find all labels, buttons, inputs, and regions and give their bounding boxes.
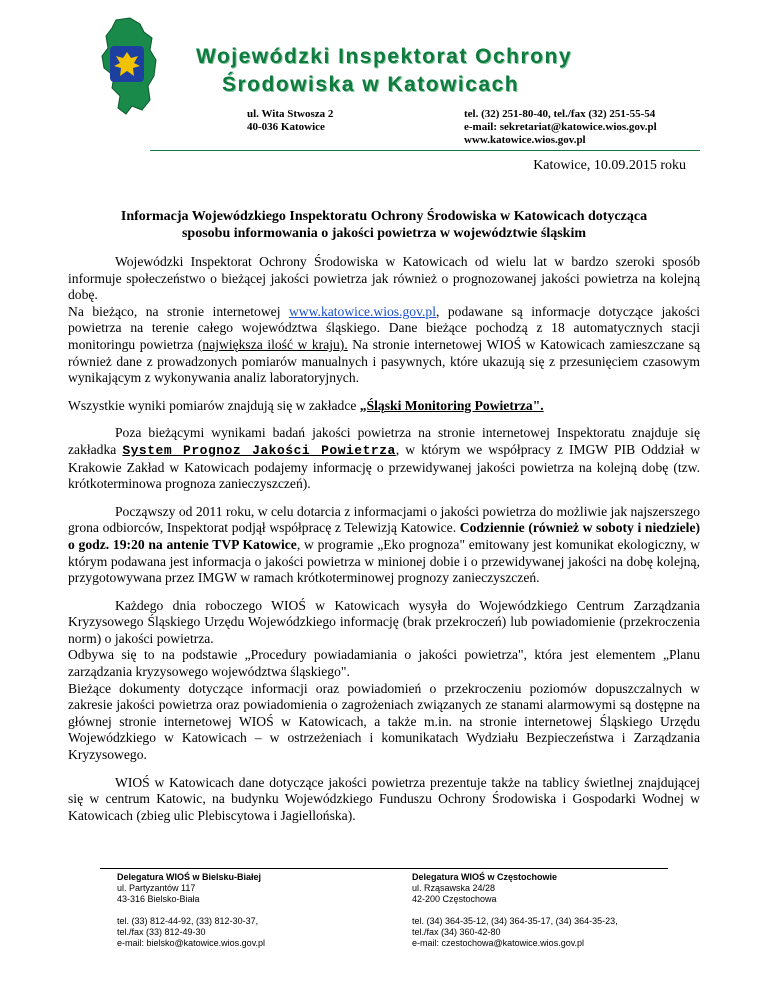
branch-czestochowa-name: Delegatura WIOŚ w Częstochowie bbox=[412, 872, 558, 882]
address-city: 40-036 Katowice bbox=[247, 121, 325, 133]
paragraph-1-text: Na bieżąco, na stronie internetowej bbox=[68, 303, 289, 319]
address-block bbox=[247, 108, 333, 134]
paragraph-3-text: Poza bieżącymi wynikami badań jakości powietrza na stronie internetowej Inspektoratu znajduje się zakładka bbox=[68, 425, 700, 457]
branch-czestochowa-city: 42-200 Częstochowa bbox=[412, 894, 497, 904]
document-body bbox=[68, 254, 700, 835]
document-title-line1: Informacja Wojewódzkiego Inspektoratu Ochrony Środowiska w Katowicach dotycząca bbox=[120, 209, 648, 224]
branch-bielsko-city: 43-316 Bielsko-Biała bbox=[117, 894, 200, 904]
footer-branch-czestochowa bbox=[412, 872, 618, 949]
paragraph-1-highlight: (największa ilość w kraju). bbox=[197, 336, 348, 352]
paragraph-2-text: Wszystkie wyniki pomiarów znajdują się w zakładce bbox=[68, 397, 360, 413]
paragraph-3-text-cont: , w którym we współpracy z IMGW PIB Oddział w Krakowie Zakład w Katowicach podajemy informację o przewidywanej jakości powietrza na kolejną dobę (tzw. krótkoterminowa prognoza zanieczyszczeń). bbox=[68, 441, 701, 492]
contact-phone: tel. (32) 251-80-40, tel./fax (32) 251-55-54 bbox=[464, 108, 656, 120]
institution-name-line2: Środowiska w Katowicach bbox=[222, 73, 520, 96]
paragraph-5-procedure: Odbywa się to na podstawie „Procedury powiadamiania o jakości powietrza", która jest elementem „Planu zarządzania kryzysowego województwa śląskiego". bbox=[68, 647, 700, 680]
document-title-line2: sposobu informowania o jakości powietrza w województwie śląskim bbox=[181, 226, 587, 241]
branch-czestochowa-street: ul. Rząsawska 24/28 bbox=[412, 883, 496, 893]
website-link[interactable]: www.katowice.wios.gov.pl bbox=[288, 303, 436, 319]
paragraph-1-intro: Wojewódzki Inspektorat Ochrony Środowiska w Katowicach od wielu lat w bardzo szeroki sposób informuje społeczeństwo o bieżącej jakości powietrza jak również o prognozowanej jakości powietrza na kolejną dobę. bbox=[68, 254, 700, 303]
branch-bielsko-email: e-mail: bielsko@katowice.wios.gov.pl bbox=[117, 938, 266, 948]
branch-czestochowa-email: e-mail: czestochowa@katowice.wios.gov.pl bbox=[412, 938, 585, 948]
paragraph-4-text: Począwszy od 2011 roku, w celu dotarcia z informacjami o jakości powietrza do możliwie jak najszerszego grona odbiorców, Inspektorat podjął współpracę z Telewizją Katowice. bbox=[68, 503, 700, 536]
voivodeship-logo-icon bbox=[96, 16, 158, 116]
branch-bielsko-street: ul. Partyzantów 117 bbox=[117, 883, 196, 893]
paragraph-5 bbox=[68, 598, 700, 764]
paragraph-4-text-cont: , w programie „Eko prognoza" emitowany jest komunikat ekologiczny, w którym podawana jest informacja o jakości powietrza w minionej dobie i o przewidywanej jakości na dobę kolejną, przygotowywana przez IMGW w ramach krótkoterminowej prognozy zanieczyszczeń. bbox=[68, 536, 700, 586]
paragraph-6: WIOŚ w Katowicach dane dotyczące jakości powietrza prezentuje także na tablicy świetlnej znajdującej się w centrum Katowic, na budynku Wojewódzkiego Funduszu Ochrony Środowiska i Gospodarki Wodnej w Katowicach (zbieg ulic Plebiscytowa i Jagiellońska). bbox=[68, 774, 700, 823]
document-title bbox=[68, 208, 700, 242]
footer-divider bbox=[100, 868, 668, 869]
paragraph-3 bbox=[68, 425, 700, 492]
paragraph-5-documents: Bieżące dokumenty dotyczące informacji oraz powiadomień o przekroczeniu poziomów dopuszczalnych w zakresie jakości powietrza oraz powiadomienia o zagrożeniach związanych ze stanami alarmowymi są dostępne na głównej stronie internetowej WIOŚ w Katowicach, a także m.in. na stronie internetowej Śląskiego Urzędu Wojewódzkiego w Katowicach – w ostrzeżeniach i komunikatach Wydziału Bezpieczeństwa i Zarządzania Kryzysowego. bbox=[68, 680, 700, 763]
contact-website: www.katowice.wios.gov.pl bbox=[464, 134, 586, 146]
paragraph-2 bbox=[68, 398, 700, 415]
paragraph-4-highlight: Codziennie (również w soboty i niedziele) o godz. 19:20 na antenie TVP Katowice bbox=[68, 520, 700, 552]
contact-block bbox=[464, 108, 657, 147]
institution-name-line1: Wojewódzki Inspektorat Ochrony bbox=[196, 45, 572, 68]
header-divider bbox=[150, 150, 700, 151]
footer-branch-bielsko bbox=[117, 872, 265, 949]
forecast-system-name: System Prognoz Jakości Powietrza bbox=[122, 442, 396, 458]
branch-bielsko-name: Delegatura WIOŚ w Bielsku-Białej bbox=[117, 872, 262, 882]
branch-czestochowa-fax: tel./fax (34) 360-42-80 bbox=[412, 927, 501, 937]
branch-czestochowa-phone: tel. (34) 364-35-12, (34) 364-35-17, (34) 364-35-23, bbox=[412, 916, 618, 926]
paragraph-1-text-cont: , podawane są informacje dotyczące jakości powietrza na terenie całego województwa śląskiego. Dane bieżące pochodzą z 18 automatycznych stacji monitoringu powietrza bbox=[68, 303, 700, 352]
paragraph-1-text-end: Na stronie internetowej WIOŚ w Katowicach zamieszczane są również dane z prowadzonych pomiarów manualnych i pasywnych, które ukazują się z przesunięciem czasowym wynikającym z wykonywania analiz laboratoryjnych. bbox=[68, 336, 701, 386]
branch-bielsko-phone: tel. (33) 812-44-92, (33) 812-30-37, bbox=[117, 916, 259, 926]
document-date: Katowice, 10.09.2015 roku bbox=[533, 158, 686, 173]
institution-name bbox=[196, 43, 572, 99]
paragraph-4 bbox=[68, 504, 700, 587]
address-street: ul. Wita Stwosza 2 bbox=[247, 108, 334, 120]
paragraph-5-intro: Każdego dnia roboczego WIOŚ w Katowicach wysyła do Wojewódzkiego Centrum Zarządzania Kryzysowego Śląskiego Urzędu Wojewódzkiego informację (brak przekroczeń) lub powiadomienie (przekroczenia norm) o jakości powietrza. bbox=[68, 597, 700, 646]
contact-email: e-mail: sekretariat@katowice.wios.gov.pl bbox=[464, 121, 657, 133]
branch-bielsko-fax: tel./fax (33) 812-49-30 bbox=[117, 927, 206, 937]
paragraph-1 bbox=[68, 254, 700, 387]
monitoring-tab-name: „Śląski Monitoring Powietrza". bbox=[359, 397, 544, 413]
